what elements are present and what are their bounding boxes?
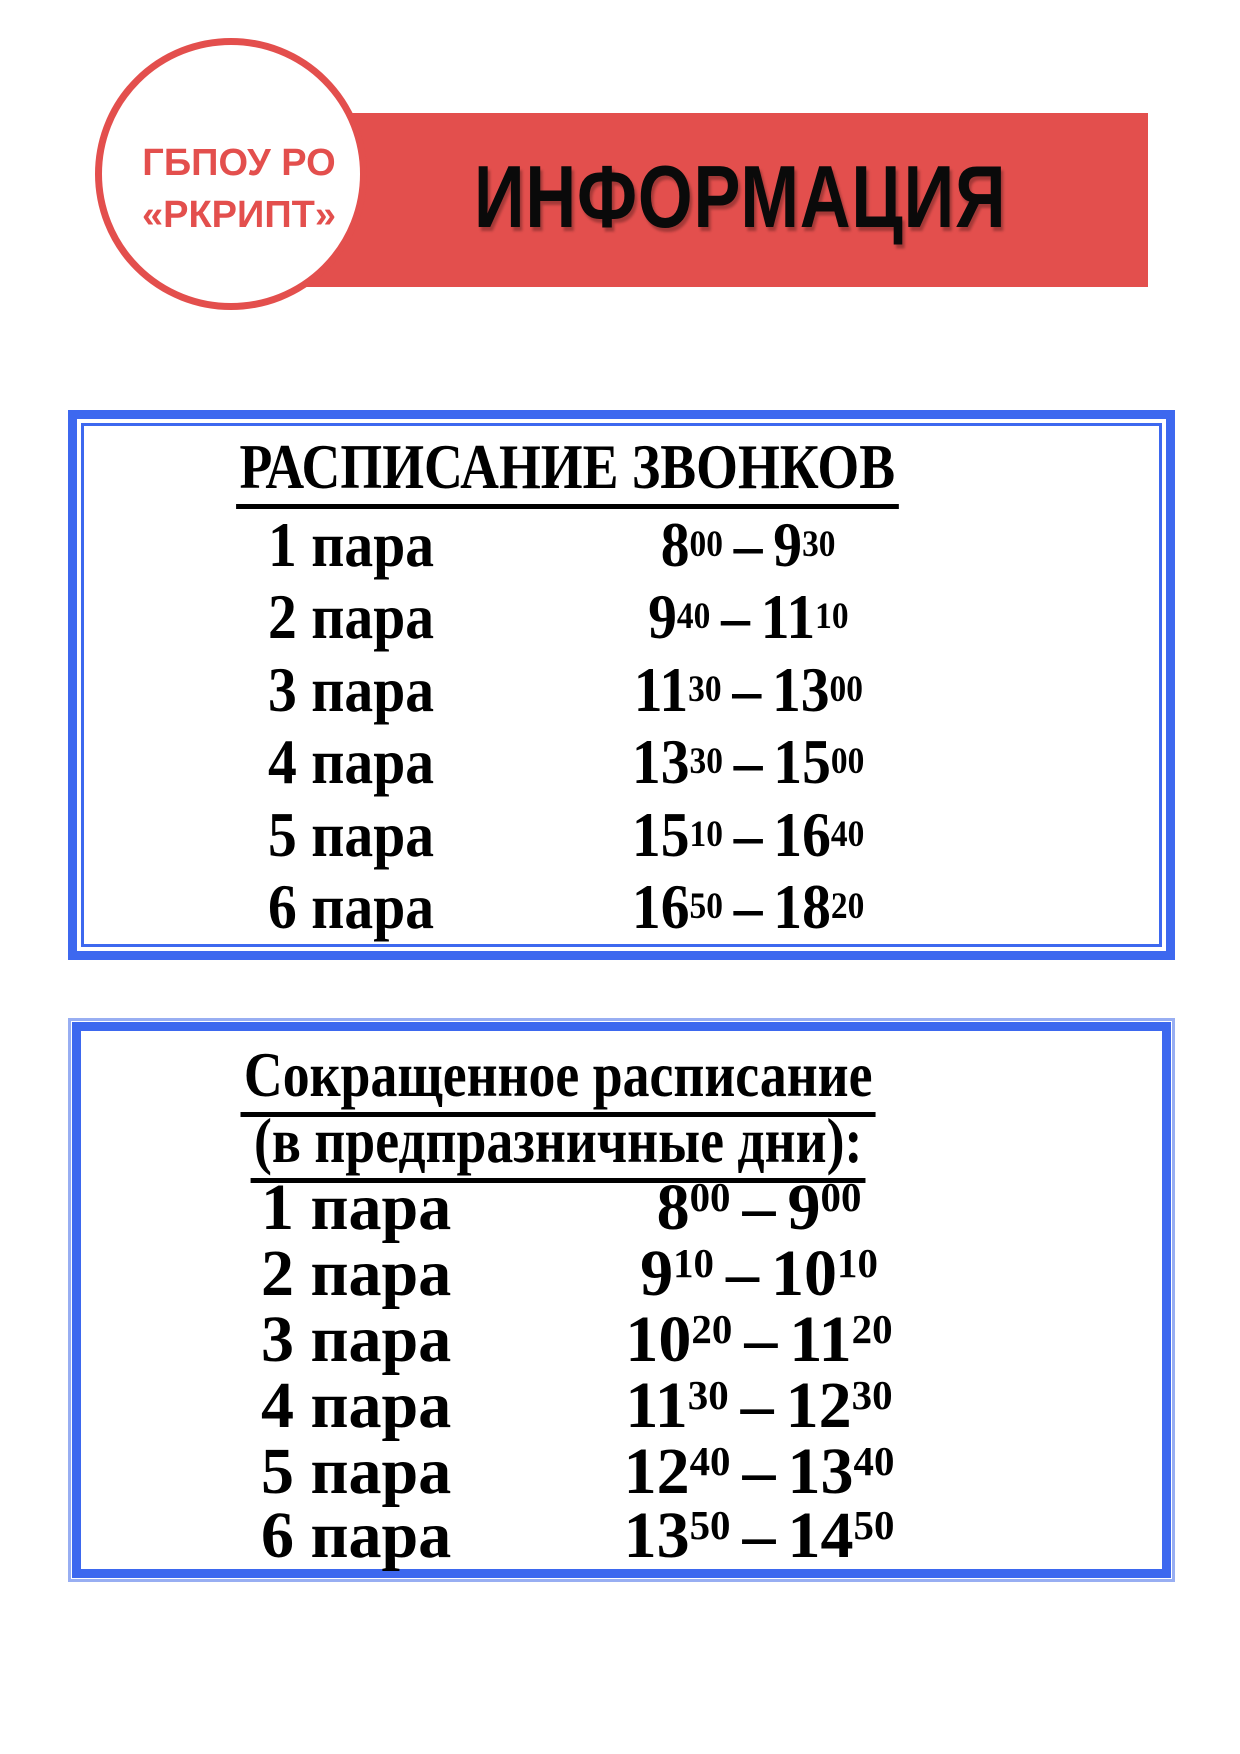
time-start: 10 bbox=[625, 1303, 692, 1376]
time-end-sup: 20 bbox=[851, 1307, 893, 1352]
schedule-row bbox=[71, 1435, 1172, 1508]
row-label: 2 пара bbox=[261, 1237, 452, 1310]
short-schedule-box bbox=[68, 1018, 1175, 1582]
row-label: 1 пара bbox=[261, 1171, 452, 1244]
row-label: 4 пара bbox=[261, 1369, 452, 1442]
time-end: 14 bbox=[787, 1499, 854, 1572]
schedule-row bbox=[77, 581, 1166, 652]
time-start-sup: 40 bbox=[676, 595, 710, 637]
time-end: 9 bbox=[787, 1171, 821, 1244]
time-end: 16 bbox=[773, 799, 831, 870]
schedule-row bbox=[71, 1369, 1172, 1442]
main-schedule-box bbox=[68, 410, 1175, 960]
time-start-sup: 30 bbox=[687, 668, 722, 710]
main-schedule-title: РАСПИСАНИЕ ЗВОНКОВ bbox=[77, 433, 1057, 497]
time-end-sup: 40 bbox=[830, 813, 865, 855]
schedule-row bbox=[77, 799, 1166, 870]
time-end: 11 bbox=[760, 581, 815, 652]
row-time bbox=[647, 581, 849, 652]
time-end-sup: 40 bbox=[853, 1439, 895, 1484]
time-end: 9 bbox=[773, 509, 802, 580]
row-label: 6 пара bbox=[261, 1499, 452, 1572]
time-dash: – bbox=[742, 1435, 776, 1508]
time-start: 11 bbox=[625, 1369, 688, 1442]
row-time bbox=[625, 1369, 893, 1442]
time-dash: – bbox=[720, 581, 750, 652]
time-start-sup: 00 bbox=[689, 1175, 731, 1220]
time-start: 8 bbox=[660, 509, 690, 580]
time-end-sup: 10 bbox=[814, 595, 849, 637]
time-start-sup: 10 bbox=[673, 1241, 714, 1286]
row-time bbox=[631, 799, 865, 870]
row-time bbox=[631, 871, 865, 942]
schedule-row bbox=[71, 1171, 1172, 1244]
time-start-sup: 10 bbox=[689, 813, 723, 855]
time-dash: – bbox=[733, 871, 763, 942]
time-start-sup: 30 bbox=[689, 740, 723, 782]
row-label: 2 пара bbox=[268, 581, 435, 652]
row-time bbox=[631, 726, 865, 797]
schedule-row bbox=[77, 509, 1166, 580]
row-time bbox=[640, 1237, 878, 1310]
schedule-row bbox=[77, 726, 1166, 797]
row-time bbox=[660, 509, 836, 580]
time-start: 16 bbox=[631, 871, 690, 942]
time-start-sup: 40 bbox=[689, 1439, 731, 1484]
time-start: 13 bbox=[623, 1499, 690, 1572]
logo-circle bbox=[95, 38, 367, 310]
time-end: 18 bbox=[773, 871, 831, 942]
row-time bbox=[633, 654, 863, 725]
time-start: 11 bbox=[633, 654, 688, 725]
time-end: 13 bbox=[771, 654, 830, 725]
logo-line1: ГБПОУ РО bbox=[142, 141, 336, 184]
row-label: 3 пара bbox=[261, 1303, 452, 1376]
row-time bbox=[623, 1499, 895, 1572]
time-dash: – bbox=[733, 509, 763, 580]
time-start-sup: 30 bbox=[687, 1373, 729, 1418]
time-start: 9 bbox=[647, 581, 677, 652]
time-end-sup: 10 bbox=[837, 1241, 878, 1286]
time-end: 10 bbox=[771, 1237, 837, 1310]
time-end-sup: 00 bbox=[829, 668, 863, 710]
row-label: 3 пара bbox=[268, 654, 435, 725]
time-dash: – bbox=[726, 1237, 759, 1310]
schedule-row bbox=[71, 1237, 1172, 1310]
time-dash: – bbox=[740, 1369, 774, 1442]
row-label: 4 пара bbox=[268, 726, 435, 797]
time-end-sup: 50 bbox=[853, 1503, 895, 1548]
row-time bbox=[625, 1303, 893, 1376]
time-end: 13 bbox=[787, 1435, 854, 1508]
time-start: 13 bbox=[631, 726, 690, 797]
short-schedule-title-line2: (в предпразничные дни): bbox=[71, 1107, 1046, 1171]
time-end-sup: 20 bbox=[830, 885, 865, 927]
time-dash: – bbox=[733, 799, 763, 870]
time-end-sup: 30 bbox=[851, 1373, 893, 1418]
banner-title: ИНФОРМАЦИЯ bbox=[474, 146, 1007, 246]
row-label: 6 пара bbox=[268, 871, 435, 942]
time-end: 12 bbox=[785, 1369, 852, 1442]
time-dash: – bbox=[733, 726, 763, 797]
time-start-sup: 20 bbox=[691, 1307, 733, 1352]
time-end-sup: 30 bbox=[802, 523, 836, 565]
schedule-row bbox=[71, 1499, 1172, 1572]
row-label: 1 пара bbox=[268, 509, 435, 580]
schedule-row bbox=[77, 871, 1166, 942]
time-start: 8 bbox=[656, 1171, 690, 1244]
time-start: 15 bbox=[631, 799, 690, 870]
time-start: 9 bbox=[640, 1237, 674, 1310]
time-start: 12 bbox=[623, 1435, 690, 1508]
time-end-sup: 00 bbox=[830, 740, 865, 782]
time-dash: – bbox=[732, 654, 761, 725]
time-start-sup: 50 bbox=[689, 885, 723, 927]
time-start-sup: 00 bbox=[689, 523, 723, 565]
time-dash: – bbox=[742, 1499, 776, 1572]
time-dash: – bbox=[742, 1171, 776, 1244]
row-time bbox=[623, 1435, 895, 1508]
schedule-row bbox=[77, 654, 1166, 725]
logo-line2: «РКРИПТ» bbox=[142, 194, 336, 236]
row-label: 5 пара bbox=[261, 1435, 452, 1508]
time-start-sup: 50 bbox=[689, 1503, 731, 1548]
time-end: 15 bbox=[773, 726, 831, 797]
logo-text bbox=[142, 137, 336, 242]
row-time bbox=[656, 1171, 862, 1244]
row-label: 5 пара bbox=[268, 799, 435, 870]
short-schedule-title-line1: Сокращенное расписание bbox=[71, 1041, 1046, 1105]
schedule-row bbox=[71, 1303, 1172, 1376]
time-end-sup: 00 bbox=[820, 1175, 862, 1220]
time-end: 11 bbox=[789, 1303, 852, 1376]
time-dash: – bbox=[744, 1303, 778, 1376]
